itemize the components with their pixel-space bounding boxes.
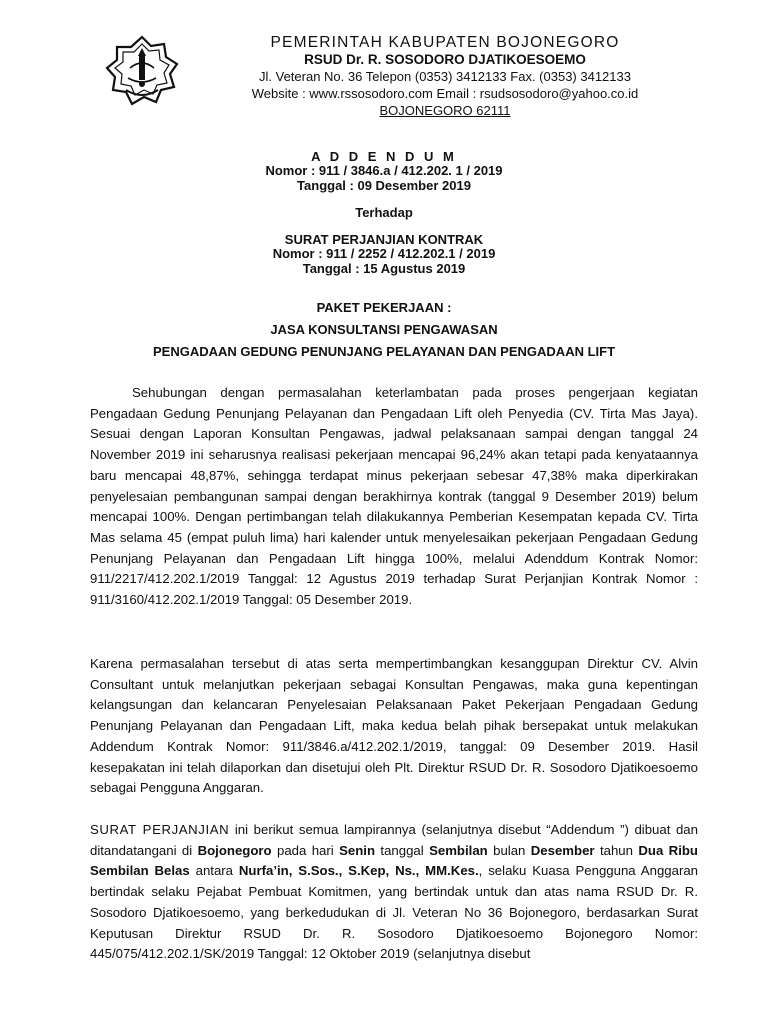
contract-date: Tanggal : 15 Agustus 2019 [302, 261, 466, 276]
paragraph-3-text: bulan [487, 842, 531, 858]
paragraph-3-text: tahun [594, 842, 639, 858]
addendum-title: A D D E N D U M [311, 149, 457, 164]
paragraph-3-text: antara [189, 863, 239, 879]
bojonegoro-emblem-logo [104, 34, 180, 110]
work-package-line-2: PENGADAAN GEDUNG PENUNJANG PELAYANAN DAN PENGADAAN LIFT [152, 344, 616, 359]
signing-place: Bojonegoro [197, 842, 272, 858]
hospital-city: BOJONEGORO 62111 [379, 103, 511, 118]
paragraph-3 [90, 820, 698, 965]
addendum-number: Nomor : 911 / 3846.a / 412.202. 1 / 2019 [265, 163, 503, 178]
paragraph-3-text: tanggal [375, 842, 430, 858]
signing-day: Senin [339, 842, 376, 858]
letterhead [180, 34, 710, 119]
terhadap-label: Terhadap [355, 205, 413, 220]
addendum-date: Tanggal : 09 Desember 2019 [297, 178, 471, 193]
paragraph-1 [90, 383, 698, 611]
contract-number: Nomor : 911 / 2252 / 412.202.1 / 2019 [272, 246, 496, 261]
surat-perjanjian-lead: SURAT PERJANJIAN [90, 822, 230, 837]
hospital-name: RSUD Dr. R. SOSODORO DJATIKOESOEMO [304, 52, 586, 67]
paragraph-1-text: Sehubungan dengan permasalahan keterlambatan pada proses pengerjaan kegiatan Pengadaan Gedung Penunjang Pelayanan dan Pengadaan Lift oleh Penyedia (CV. Tirta Mas Jaya). Sesuai dengan Laporan Konsultan Pengawas, jadwal pelaksanaan sampai dengan tanggal 24 November 2019 ini seharusnya realisasi pekerjaan mencapai 96,24% akan tetapi pada kenyataannya baru mencapai 48,87%, sehingga terdapat minus pekerjaan sebesar 47,38% maka diperkirakan penyelesaian pembangunan sampai dengan berakhirnya kontrak (tanggal 9 Desember 2019) belum mencapai 100%. Dengan pertimbangan telah dilakukannya Pemberian Kesempatan kepada CV. Tirta Mas selama 45 (empat puluh lima) hari kalender untuk menyelesaikan pekerjaan Pengadaan Gedung Penunjang Pelayanan dan Pengadaan Lift hingga 100%, melalui Adenddum Kontrak Nomor: 911/2217/412.202.1/2019 Tanggal: 12 Agustus 2019 terhadap Surat Perjanjian Kontrak Nomor : 911/3160/412.202.1/2019 Tanggal: 05 Desember 2019. [90, 385, 698, 608]
paragraph-3-text: , selaku Kuasa Pengguna Anggaran bertindak selaku Pejabat Pembuat Komitmen, yang bertindak untuk dan atas nama RSUD Dr. R. Sosodoro Djatikoesoemo, yang berkedudukan di Jl. Veteran No 36 Bojonegoro, berdasarkan Surat Keputusan Direktur RSUD Dr. R. Sosodoro Djatikoesoemo Bojonegoro Nomor: 445/075/412.202.1/SK/2019 Tanggal: 12 Oktober 2019 (selanjutnya disebut [90, 863, 699, 962]
work-package-line-1: JASA KONSULTANSI PENGAWASAN [270, 322, 498, 337]
contract-title: SURAT PERJANJIAN KONTRAK [284, 232, 484, 247]
paragraph-3-text: ini berikut semua lampirannya (selanjutnya disebut “Addendum ”) dibuat dan ditandatangani di [90, 822, 698, 858]
hospital-website-email: Website : www.rssosodoro.com Email : rsudsosodoro@yahoo.co.id [251, 86, 639, 101]
paragraph-3-text: pada hari [271, 842, 340, 858]
party-name: Nurfa’in, S.Sos., S.Kep, Ns., MM.Kes. [238, 863, 479, 879]
work-package-label: PAKET PEKERJAAN : [316, 300, 452, 315]
signing-year: Dua Ribu Sembilan Belas [90, 842, 698, 879]
hospital-address: Jl. Veteran No. 36 Telepon (0353) 3412133 Fax. (0353) 3412133 [259, 69, 631, 84]
signing-month: Desember [530, 842, 595, 858]
signing-date: Sembilan [429, 842, 488, 858]
government-name: PEMERINTAH KABUPATEN BOJONEGORO [270, 34, 620, 51]
paragraph-2: Karena permasalahan tersebut di atas serta mempertimbangkan kesanggupan Direktur CV. Alvin Consultant untuk melanjutkan pekerjaan sebagai Konsultan Pengawas, maka guna kepentingan kelangsungan dan kelancaran Penyelesaian Pelaksanaan Paket Pekerjaan Pengadaan Gedung Penunjang Pelayanan dan Pengadaan Lift, maka kedua belah pihak bersepakat untuk melakukan Addendum Kontrak Nomor: 911/3846.a/412.202.1/2019, tanggal: 09 Desember 2019. Hasil kesepakatan ini telah dilaporkan dan disetujui oleh Plt. Direktur RSUD Dr. R. Sosodoro Djatikoesoemo sebagai Pengguna Anggaran. [90, 656, 698, 796]
